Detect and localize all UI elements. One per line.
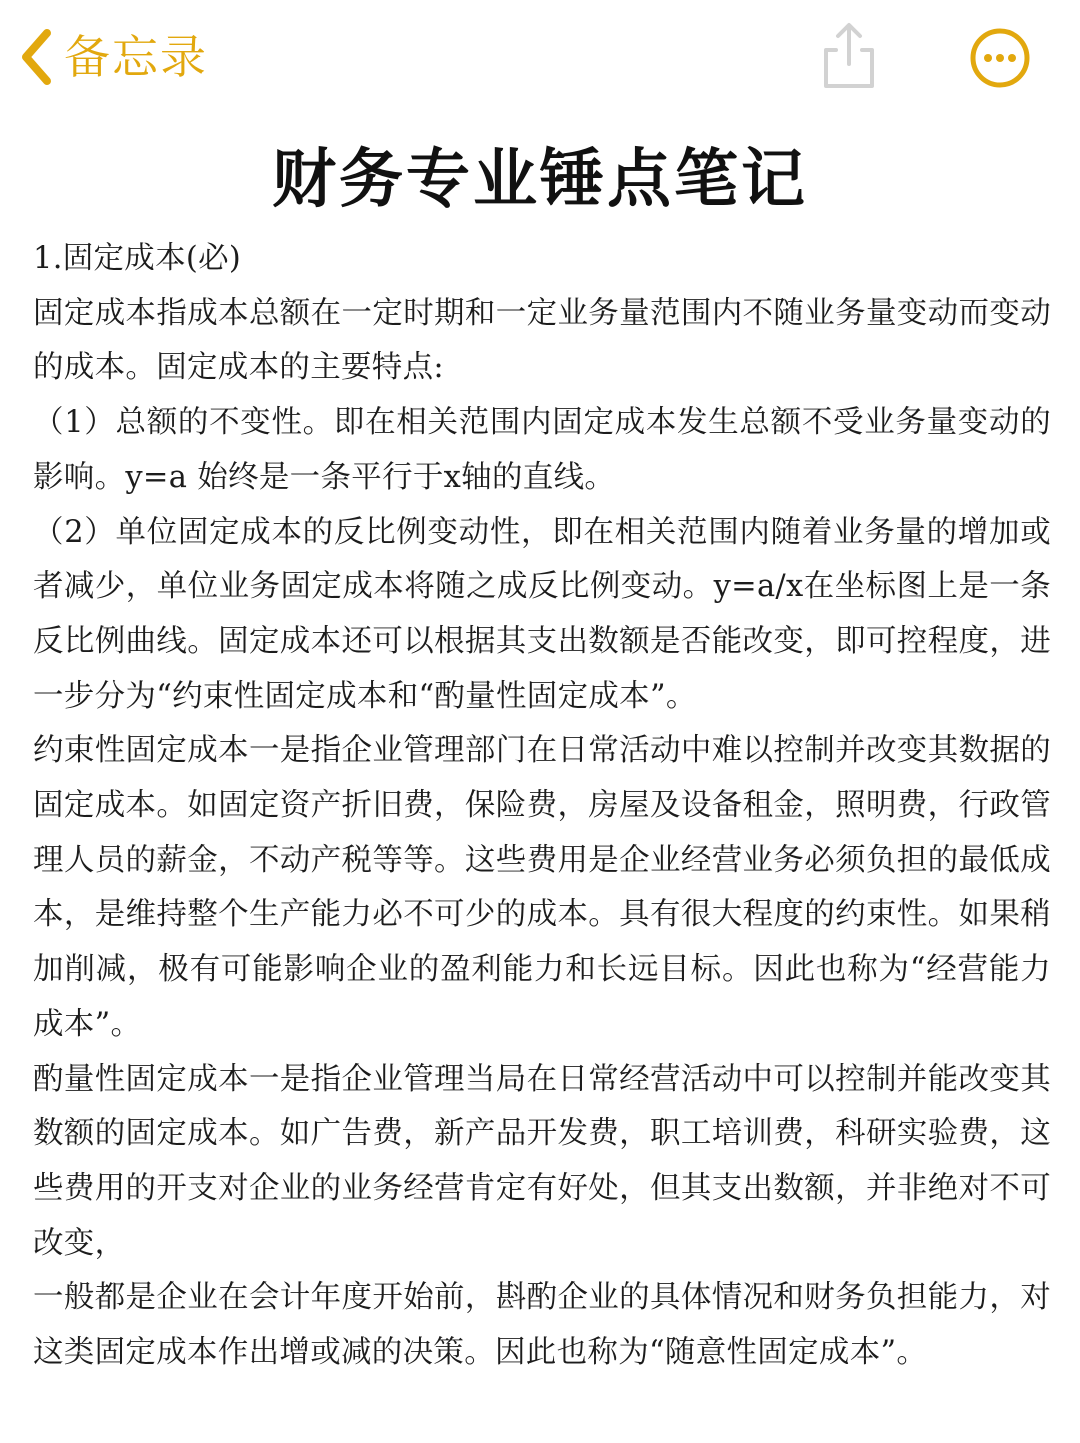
more-options-button[interactable] [968,26,1032,90]
more-icon [968,26,1032,90]
note-paragraph-feature-2: （2）单位固定成本的反比例变动性，即在相关范围内随着业务量的增加或者减少，单位业务固定成本将随之成反比例变动。y=a/x在坐标图上是一条反比例曲线。固定成本还可以根据其支出数额是否能改变，即可控程度，进一步分为“约束性固定成本和“酌量性固定成本”。 [33,514,1051,714]
chevron-left-icon [18,27,54,87]
back-button[interactable] [18,22,208,92]
note-paragraph-discretionary-decision: 一般都是企业在会计年度开始前，斟酌企业的具体情况和财务负担能力，对这类固定成本作出增或减的决策。因此也称为“随意性固定成本”。 [33,1280,1051,1371]
note-heading-fixed-cost: 1.固定成本(必) [33,241,242,276]
note-paragraph-discretionary-cost: 酌量性固定成本一是指企业管理当局在日常经营活动中可以控制并能改变其数额的固定成本。如广告费，新产品开发费，职工培训费，科研实验费，这些费用的开支对企业的业务经营肯定有好处，但其支出数额，并非绝对不可改变， [33,1061,1051,1261]
note-paragraph-committed-cost: 约束性固定成本一是指企业管理部门在日常活动中难以控制并改变其数据的固定成本。如固定资产折旧费，保险费，房屋及设备租金，照明费，行政管理人员的薪金，不动产税等等。这些费用是企业经营业务必须负担的最低成本，是维持整个生产能力必不可少的成本。具有很大程度的约束性。如果稍加削减，极有可能影响企业的盈利能力和长远目标。因此也称为“经营能力成本”。 [33,733,1051,1042]
note-paragraph-definition: 固定成本指成本总额在一定时期和一定业务量范围内不随业务量变动而变动的成本。固定成本的主要特点: [33,295,1051,386]
note-body[interactable] [33,232,1051,1381]
back-label: 备忘录 [64,30,208,84]
share-icon [818,20,880,92]
share-button[interactable] [818,20,880,92]
note-paragraph-feature-1: （1）总额的不变性。即在相关范围内固定成本发生总额不受业务量变动的影响。y=a 始终是一条平行于x轴的直线。 [33,405,1051,495]
navigation-bar [0,0,1080,120]
note-title: 财务专业锤点笔记 [272,143,808,217]
